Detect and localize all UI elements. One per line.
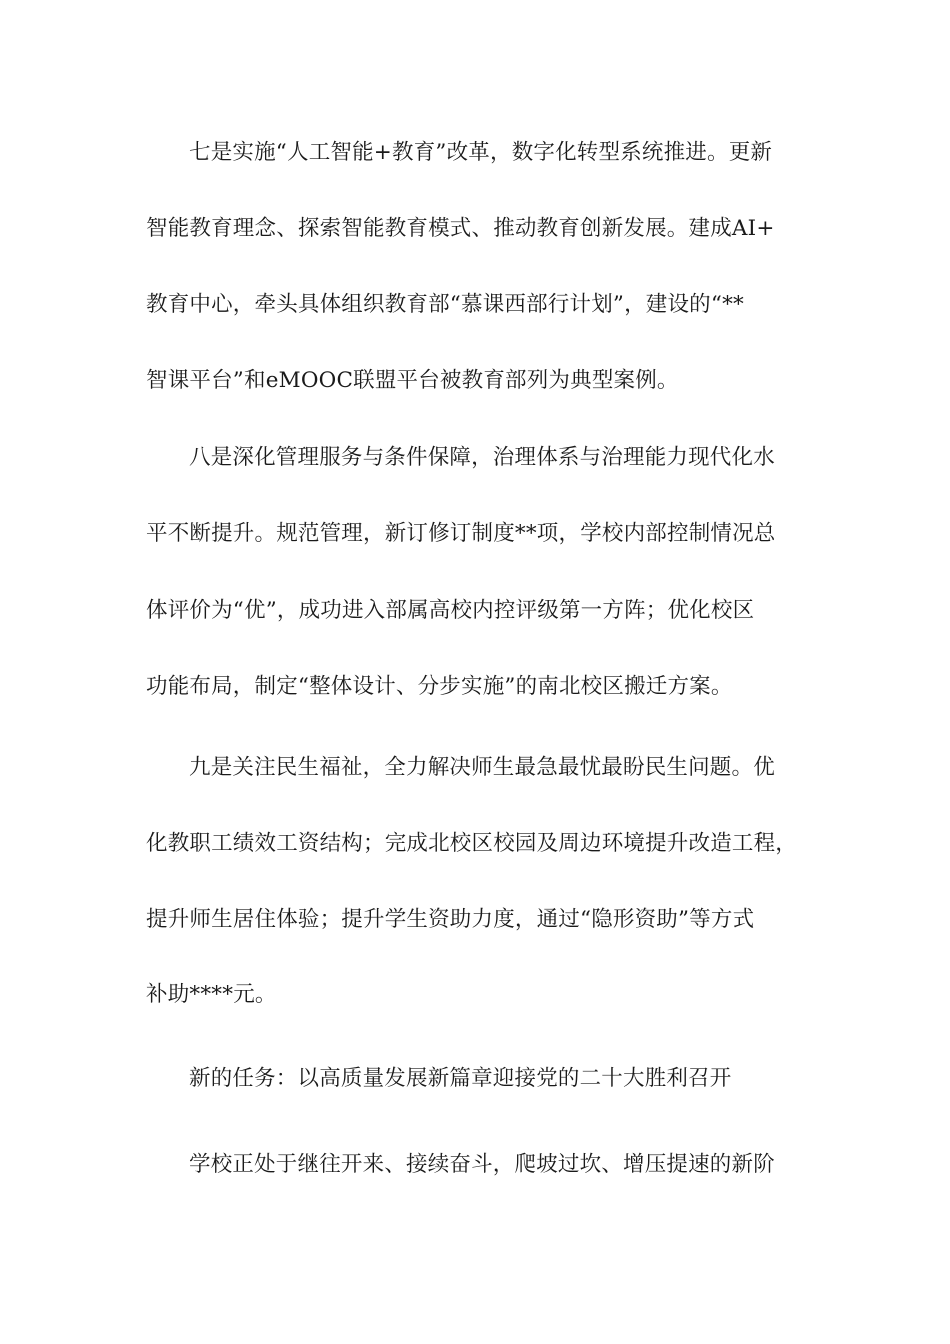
paragraph-10-line-1: 学校正处于继往开来、接续奋斗，爬坡过坎、增压提速的新阶 xyxy=(189,1152,775,1177)
paragraph-7-line-3: 教育中心，牵头具体组织教育部“慕课西部行计划”，建设的“** xyxy=(146,292,744,317)
paragraph-7-line-2: 智能教育理念、探索智能教育模式、推动教育创新发展。建成AI+ xyxy=(146,216,775,241)
section-heading-new-task: 新的任务：以高质量发展新篇章迎接党的二十大胜利召开 xyxy=(189,1066,732,1091)
paragraph-8-line-2: 平不断提升。规范管理，新订修订制度**项，学校内部控制情况总 xyxy=(146,521,776,546)
paragraph-8-line-1: 八是深化管理服务与条件保障，治理体系与治理能力现代化水 xyxy=(189,445,775,470)
paragraph-8-line-4: 功能布局，制定“整体设计、分步实施”的南北校区搬迁方案。 xyxy=(146,674,733,699)
paragraph-9-line-2: 化教职工绩效工资结构；完成北校区校园及周边环境提升改造工程， xyxy=(146,831,798,856)
paragraph-9-line-3: 提升师生居住体验；提升学生资助力度，通过“隐形资助”等方式 xyxy=(146,907,755,932)
paragraph-9-line-1: 九是关注民生福祉，全力解决师生最急最忧最盼民生问题。优 xyxy=(189,755,775,780)
paragraph-9-line-4: 补助****元。 xyxy=(146,982,277,1007)
paragraph-8-line-3: 体评价为“优”，成功进入部属高校内控评级第一方阵；优化校区 xyxy=(146,598,755,623)
paragraph-7-line-1: 七是实施“人工智能+教育”改革，数字化转型系统推进。更新 xyxy=(189,140,773,165)
paragraph-7-line-4: 智课平台”和eMOOC联盟平台被教育部列为典型案例。 xyxy=(146,368,679,393)
